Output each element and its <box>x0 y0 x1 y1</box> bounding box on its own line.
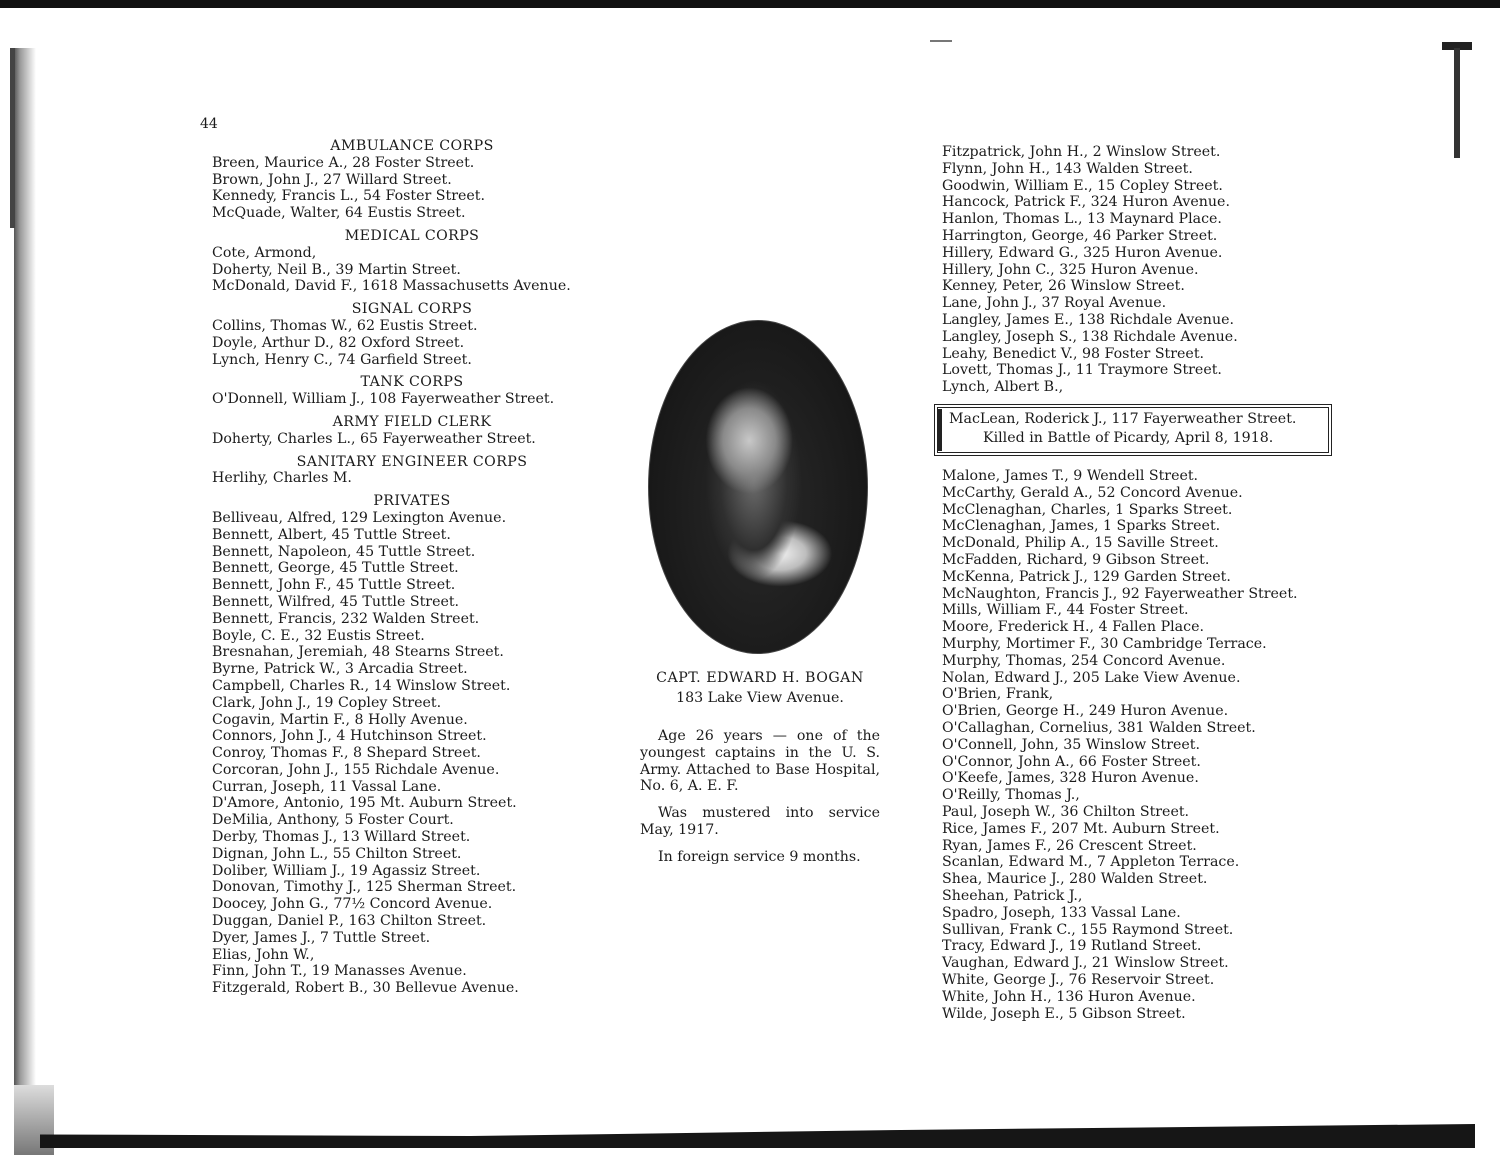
roster-entry: O'Reilly, Thomas J., <box>942 787 1080 804</box>
roster-entry: White, John H., 136 Huron Avenue. <box>942 988 1196 1005</box>
roster-entry: Clark, John J., 19 Copley Street. <box>212 694 442 711</box>
bio-paragraph: Age 26 years — one of the youngest captains in the U. S. Army. Attached to Base Hospital, No. 6, A. E. F. <box>640 728 880 795</box>
scan-speck <box>930 40 952 42</box>
roster-entry: Ryan, James F., 26 Crescent Street. <box>942 837 1197 854</box>
notice-border-bar <box>938 409 942 451</box>
roster-entry: Breen, Maurice A., 28 Foster Street. <box>212 154 475 171</box>
roster-entry: Lynch, Albert B., <box>942 379 1064 396</box>
roster-entry: O'Brien, Frank, <box>942 686 1054 703</box>
caption-name: CAPT. EDWARD H. BOGAN <box>656 670 864 686</box>
roster-entry: Fitzgerald, Robert B., 30 Bellevue Avenue. <box>212 980 519 997</box>
roster-entry: Boyle, C. E., 32 Eustis Street. <box>212 627 425 644</box>
roster-entry: Byrne, Patrick W., 3 Arcadia Street. <box>212 661 468 678</box>
roster-entry: Bresnahan, Jeremiah, 48 Stearns Street. <box>212 644 504 661</box>
left-column <box>212 138 612 997</box>
roster-entry: Bennett, Francis, 232 Walden Street. <box>212 610 480 627</box>
roster-entry: Kennedy, Francis L., 54 Foster Street. <box>212 188 486 205</box>
notice-name: MacLean, Roderick J., 117 Fayerweather Street. <box>949 411 1297 427</box>
roster-entry: McClenaghan, James, 1 Sparks Street. <box>942 518 1221 535</box>
roster-entry: Donovan, Timothy J., 125 Sherman Street. <box>212 879 517 896</box>
roster-entry: Doherty, Charles L., 65 Fayerweather Street. <box>212 430 536 447</box>
section-heading: SANITARY ENGINEER CORPS <box>296 453 528 470</box>
section-heading: AMBULANCE CORPS <box>330 138 494 154</box>
roster-entry: DeMilia, Anthony, 5 Foster Court. <box>212 812 454 829</box>
roster-entry: O'Connor, John A., 66 Foster Street. <box>942 753 1201 770</box>
roster-entry: Nolan, Edward J., 205 Lake View Avenue. <box>942 669 1241 686</box>
portrait-caption <box>640 668 880 708</box>
roster-entry: O'Brien, George H., 249 Huron Avenue. <box>942 703 1229 720</box>
roster-entry: O'Donnell, William J., 108 Fayerweather Street. <box>212 391 555 408</box>
roster-entry: Hanlon, Thomas L., 13 Maynard Place. <box>942 211 1222 228</box>
roster-entry: Hancock, Patrick F., 324 Huron Avenue. <box>942 194 1230 211</box>
roster-entry: McKenna, Patrick J., 129 Garden Street. <box>942 568 1231 585</box>
portrait-photo <box>648 320 868 654</box>
roster-entry: Cote, Armond, <box>212 244 317 261</box>
roster-entry: McNaughton, Francis J., 92 Fayerweather Street. <box>942 585 1298 602</box>
roster-entry: Sheehan, Patrick J., <box>942 887 1083 904</box>
roster-entry: Tracy, Edward J., 19 Rutland Street. <box>942 938 1202 955</box>
roster-entry: Brown, John J., 27 Willard Street. <box>212 171 452 188</box>
roster-entry: White, George J., 76 Reservoir Street. <box>942 971 1215 988</box>
scan-binding-shadow <box>14 48 36 1128</box>
roster-entry: Connors, John J., 4 Hutchinson Street. <box>212 728 487 745</box>
roster-entry: Bennett, George, 45 Tuttle Street. <box>212 560 459 577</box>
roster-entry: Rice, James F., 207 Mt. Auburn Street. <box>942 820 1220 837</box>
roster-entry: Mills, William F., 44 Foster Street. <box>942 602 1189 619</box>
biography <box>640 728 880 876</box>
roster-entry: Lovett, Thomas J., 11 Traymore Street. <box>942 362 1222 379</box>
roster-entry: D'Amore, Antonio, 195 Mt. Auburn Street. <box>212 795 517 812</box>
roster-entry: Murphy, Thomas, 254 Concord Avenue. <box>942 652 1226 669</box>
roster-entry: Lynch, Henry C., 74 Garfield Street. <box>212 351 472 368</box>
caption-address: 183 Lake View Avenue. <box>676 690 844 706</box>
roster-entry: Hillery, Edward G., 325 Huron Avenue. <box>942 244 1223 261</box>
killed-in-action-notice <box>934 404 1332 456</box>
roster-entry: Curran, Joseph, 11 Vassal Lane. <box>212 778 442 795</box>
roster-entry: McCarthy, Gerald A., 52 Concord Avenue. <box>942 484 1243 501</box>
roster-entry: Vaughan, Edward J., 21 Winslow Street. <box>942 955 1229 972</box>
roster-entry: Bennett, Napoleon, 45 Tuttle Street. <box>212 543 476 560</box>
page-number: 44 <box>200 116 218 132</box>
roster-entry: Flynn, John H., 143 Walden Street. <box>942 160 1193 177</box>
right-column-upper <box>942 144 1362 396</box>
roster-entry: Kenney, Peter, 26 Winslow Street. <box>942 278 1185 295</box>
roster-entry: O'Callaghan, Cornelius, 381 Walden Street. <box>942 719 1256 736</box>
roster-entry: Doocey, John G., 77½ Concord Avenue. <box>212 896 493 913</box>
roster-entry: McFadden, Richard, 9 Gibson Street. <box>942 551 1210 568</box>
roster-entry: Spadro, Joseph, 133 Vassal Lane. <box>942 904 1181 921</box>
roster-entry: Hillery, John C., 325 Huron Avenue. <box>942 261 1199 278</box>
roster-entry: Leahy, Benedict V., 98 Foster Street. <box>942 345 1205 362</box>
section-heading: PRIVATES <box>373 493 451 510</box>
scan-border-top <box>0 0 1500 8</box>
roster-entry: Murphy, Mortimer F., 30 Cambridge Terrace. <box>942 635 1267 652</box>
section-heading: MEDICAL CORPS <box>344 227 480 244</box>
roster-entry: Duggan, Daniel P., 163 Chilton Street. <box>212 913 487 930</box>
roster-entry: Cogavin, Martin F., 8 Holly Avenue. <box>212 711 468 728</box>
section-heading: TANK CORPS <box>360 374 464 391</box>
roster-entry: Lane, John J., 37 Royal Avenue. <box>942 295 1167 312</box>
roster-entry: McClenaghan, Charles, 1 Sparks Street. <box>942 501 1233 518</box>
roster-entry: Moore, Frederick H., 4 Fallen Place. <box>942 619 1204 636</box>
roster-entry: McDonald, Philip A., 15 Saville Street. <box>942 535 1219 552</box>
roster-entry: Fitzpatrick, John H., 2 Winslow Street. <box>942 144 1221 160</box>
roster-entry: Bennett, John F., 45 Tuttle Street. <box>212 577 456 594</box>
bio-paragraph: Was mustered into service May, 1917. <box>640 805 880 838</box>
roster-entry: Sullivan, Frank C., 155 Raymond Street. <box>942 921 1234 938</box>
roster-entry: Doyle, Arthur D., 82 Oxford Street. <box>212 334 465 351</box>
roster-entry: Finn, John T., 19 Manasses Avenue. <box>212 963 467 980</box>
section-heading: SIGNAL CORPS <box>351 301 473 318</box>
roster-entry: Langley, James E., 138 Richdale Avenue. <box>942 311 1234 328</box>
scan-border-bottom <box>40 1118 1475 1148</box>
bio-paragraph: In foreign service 9 months. <box>658 848 861 865</box>
roster-entry: Malone, James T., 9 Wendell Street. <box>942 468 1199 484</box>
roster-entry: Elias, John W., <box>212 946 315 963</box>
notice-detail: Killed in Battle of Picardy, April 8, 1918. <box>983 430 1274 446</box>
roster-entry: McDonald, David F., 1618 Massachusetts Avenue. <box>212 278 571 295</box>
roster-entry: Bennett, Wilfred, 45 Tuttle Street. <box>212 593 460 610</box>
roster-entry: Corcoran, John J., 155 Richdale Avenue. <box>212 761 500 778</box>
roster-entry: Scanlan, Edward M., 7 Appleton Terrace. <box>942 854 1240 871</box>
roster-entry: Goodwin, William E., 15 Copley Street. <box>942 177 1223 194</box>
section-heading: ARMY FIELD CLERK <box>332 413 492 430</box>
roster-entry: Paul, Joseph W., 36 Chilton Street. <box>942 803 1190 820</box>
scan-edge-stem <box>1454 48 1460 158</box>
roster-entry: Langley, Joseph S., 138 Richdale Avenue. <box>942 328 1238 345</box>
roster-entry: Campbell, Charles R., 14 Winslow Street. <box>212 677 511 694</box>
roster-entry: Herlihy, Charles M. <box>212 470 352 487</box>
roster-entry: Belliveau, Alfred, 129 Lexington Avenue. <box>212 509 507 526</box>
roster-entry: Shea, Maurice J., 280 Walden Street. <box>942 871 1208 888</box>
roster-entry: O'Connell, John, 35 Winslow Street. <box>942 736 1201 753</box>
roster-entry: Dyer, James J., 7 Tuttle Street. <box>212 929 431 946</box>
roster-entry: Wilde, Joseph E., 5 Gibson Street. <box>942 1005 1186 1022</box>
roster-entry: Doliber, William J., 19 Agassiz Street. <box>212 862 481 879</box>
roster-entry: Bennett, Albert, 45 Tuttle Street. <box>212 526 451 543</box>
roster-entry: McQuade, Walter, 64 Eustis Street. <box>212 205 466 222</box>
right-column-lower <box>942 468 1362 1022</box>
roster-entry: Collins, Thomas W., 62 Eustis Street. <box>212 317 478 334</box>
roster-entry: Harrington, George, 46 Parker Street. <box>942 227 1218 244</box>
roster-entry: Derby, Thomas J., 13 Willard Street. <box>212 829 471 846</box>
roster-entry: Dignan, John L., 55 Chilton Street. <box>212 845 462 862</box>
roster-entry: O'Keefe, James, 328 Huron Avenue. <box>942 770 1199 787</box>
roster-entry: Conroy, Thomas F., 8 Shepard Street. <box>212 745 481 762</box>
roster-entry: Doherty, Neil B., 39 Martin Street. <box>212 261 461 278</box>
scan-binding-edge <box>10 48 15 228</box>
